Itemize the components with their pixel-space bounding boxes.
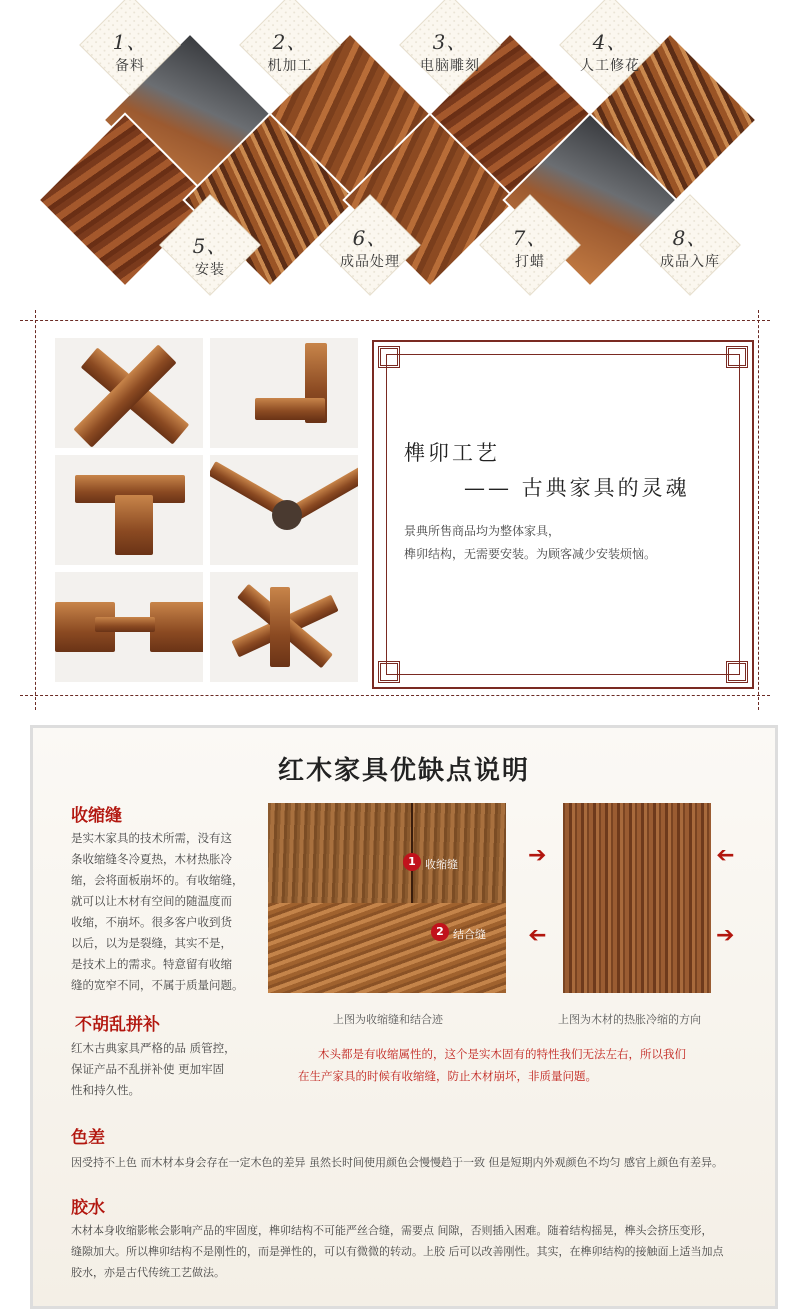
craft-subtitle: —— 古典家具的灵魂	[464, 476, 690, 500]
caption-grain: 上图为木材的热胀冷缩的方向	[558, 1013, 701, 1026]
dashed-border	[20, 320, 770, 321]
note-line-1: 木头都是有收缩属性的，这个是实木固有的特性我们无法左右，所以我们	[318, 1047, 686, 1061]
patch-heading: 不胡乱拼补	[75, 1015, 160, 1035]
arrow-left-icon: ➔	[528, 923, 547, 948]
step-5: 5、 安装	[192, 234, 228, 278]
step-8: 8、 成品入库	[660, 226, 720, 270]
badge-1: 1	[403, 853, 421, 871]
step-2: 2、 机加工	[267, 30, 313, 74]
joint-photo	[210, 572, 358, 682]
glue-text: 木材本身收缩影帐会影响产品的牢固度，榫卯结构不可能严丝合缝，需要点 间隙，否则插入困难。随着结构摇晃，榫头会挤压变形， 缝隙加大。所以榫卯结构不是刚性的，而是弹性的，可以有微微的转动。上胶 后可以改善刚性。其实，在榫卯结构的接触面上适当加点 胶水，亦是古代传统工艺做法。	[71, 1224, 724, 1279]
step-1: 1、 备料	[112, 30, 148, 74]
joint-photo	[210, 455, 358, 565]
joint-photo	[55, 455, 203, 565]
color-text: 因受持不上色 而木材本身会存在一定木色的差异 虽然长时间使用颜色会慢慢趋于一致 但是短期内外观颜色不均匀 感官上颜色有差异。	[71, 1156, 723, 1169]
info-title: 红木家具优缺点说明	[277, 756, 530, 786]
seam-wood-panel	[268, 803, 506, 993]
joint-photo	[55, 338, 203, 448]
joint-photo	[210, 338, 358, 448]
step-4: 4、 人工修花	[580, 30, 640, 74]
dashed-border	[35, 310, 36, 710]
step-7: 7、 打蜡	[512, 226, 548, 270]
arrow-left-icon: ➔	[716, 843, 735, 868]
caption-seam: 上图为收缩缝和结合迹	[333, 1013, 443, 1026]
patch-text: 红木古典家具严格的品 质管控， 保证产品不乱拼补使 更加牢固 性和持久性。	[71, 1041, 236, 1097]
craft-description: 榫卯结构，无需要安装。为顾客减少安装烦恼。	[404, 547, 657, 561]
joint-photo	[55, 572, 203, 682]
grain-wood-panel	[563, 803, 711, 993]
badge-2-label: 结合缝	[453, 928, 486, 941]
step-3: 3、 电脑雕刻	[420, 30, 480, 74]
joinery-section	[30, 310, 760, 710]
color-heading: 色差	[71, 1128, 105, 1148]
arrow-right-icon: ➔	[716, 923, 735, 948]
note-line-2: 在生产家具的时候有收缩缝，防止木材崩坏，非质量问题。	[298, 1069, 597, 1083]
frame-inner-border	[386, 354, 740, 675]
glue-heading: 胶水	[71, 1198, 105, 1218]
dashed-border	[20, 695, 770, 696]
craft-frame	[372, 340, 754, 689]
shrink-text: 是实木家具的技术所需，没有这 条收缩缝冬冷夏热，木材热胀冷 缩，会将面板崩坏的。有收缩缝， 就可以让木材有空间的随温度而 收缩，不崩坏。很多客户收到货 以后，以为是裂缝，其实不是， 是技术上的需求。特意留有收缩 缝的宽窄不同，不属于质量问题。	[71, 831, 244, 992]
badge-2: 2	[431, 923, 449, 941]
step-6: 6、 成品处理	[340, 226, 400, 270]
process-section	[0, 0, 790, 300]
craft-description: 景典所售商品均为整体家具，	[404, 524, 561, 538]
dashed-border	[758, 310, 759, 710]
badge-1-label: 收缩缝	[425, 858, 458, 871]
shrink-heading: 收缩缝	[71, 806, 122, 826]
fret-corner-ornament	[726, 661, 748, 683]
craft-title: 榫卯工艺	[404, 441, 500, 465]
fret-corner-ornament	[378, 346, 400, 368]
arrow-right-icon: ➔	[528, 843, 547, 868]
info-section	[30, 725, 778, 1309]
fret-corner-ornament	[726, 346, 748, 368]
fret-corner-ornament	[378, 661, 400, 683]
